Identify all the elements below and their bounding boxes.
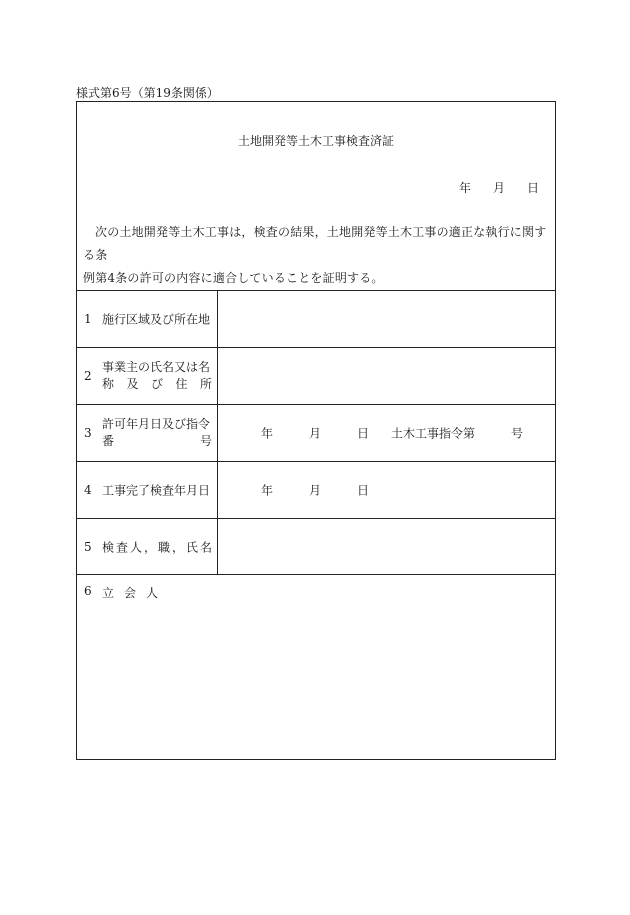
statement-line: 例第4条の許可の内容に適合していることを証明する。 xyxy=(83,271,384,285)
row-owner-name-address xyxy=(77,347,555,404)
row-number: 2 xyxy=(84,369,92,383)
row-label xyxy=(102,416,212,450)
row-inspector xyxy=(77,518,555,574)
permit-month: 月 xyxy=(309,426,322,441)
label-char: 号 xyxy=(199,434,212,448)
label-char: 所 xyxy=(199,377,212,391)
designation-label: 土木工事指令第 xyxy=(391,426,476,441)
row-label: 工事完了検査年月日 xyxy=(102,483,211,498)
issue-date-month: 月 xyxy=(492,181,505,195)
label-char: び xyxy=(150,377,163,391)
row-permit-date-number xyxy=(77,404,555,461)
row-label: 検査人，職，氏名 xyxy=(102,540,215,554)
form-number: 様式第6号（第19条関係） xyxy=(76,86,219,100)
row-label-line xyxy=(102,433,212,450)
designation-number-suffix: 号 xyxy=(511,426,524,441)
label-cell xyxy=(77,348,218,404)
row-label-line: 事業主の氏名又は名 xyxy=(102,360,211,374)
label-cell xyxy=(77,462,218,518)
issue-date xyxy=(459,179,539,196)
inspection-month: 月 xyxy=(309,483,322,498)
row-witnesses xyxy=(77,574,555,759)
row-number: 4 xyxy=(84,483,92,497)
row-number: 1 xyxy=(84,312,92,326)
document-title: 土地開発等土木工事検査済証 xyxy=(237,134,394,148)
statement-line: 次の土地開発等土木工事は，検査の結果，土地開発等土木工事の適正な執行に関する条 xyxy=(83,225,547,262)
label-cell xyxy=(77,519,218,574)
row-label-line: 許可年月日及び指令 xyxy=(102,417,211,431)
row-label: 立会人 xyxy=(102,586,169,600)
permit-day: 日 xyxy=(357,426,370,441)
row-number: 5 xyxy=(84,539,92,554)
inspection-day: 日 xyxy=(357,483,370,498)
permit-year: 年 xyxy=(261,426,274,441)
label-char: 称 xyxy=(102,377,115,391)
row-construction-area xyxy=(77,290,555,347)
label-cell xyxy=(77,291,218,347)
row-number: 3 xyxy=(84,426,92,440)
row-label-line xyxy=(102,376,212,393)
row-inspection-date xyxy=(77,461,555,518)
inspection-year: 年 xyxy=(261,483,274,498)
issue-date-day: 日 xyxy=(526,181,539,195)
certificate-frame xyxy=(76,101,556,760)
label-char: 及 xyxy=(126,377,139,391)
row-label: 施行区域及び所在地 xyxy=(102,312,211,327)
row-number: 6 xyxy=(84,584,92,598)
label-char: 番 xyxy=(102,434,115,448)
row-label xyxy=(102,359,212,393)
label-cell xyxy=(77,405,218,461)
certification-statement xyxy=(83,221,553,290)
label-char: 住 xyxy=(175,377,188,391)
issue-date-year: 年 xyxy=(458,181,471,195)
